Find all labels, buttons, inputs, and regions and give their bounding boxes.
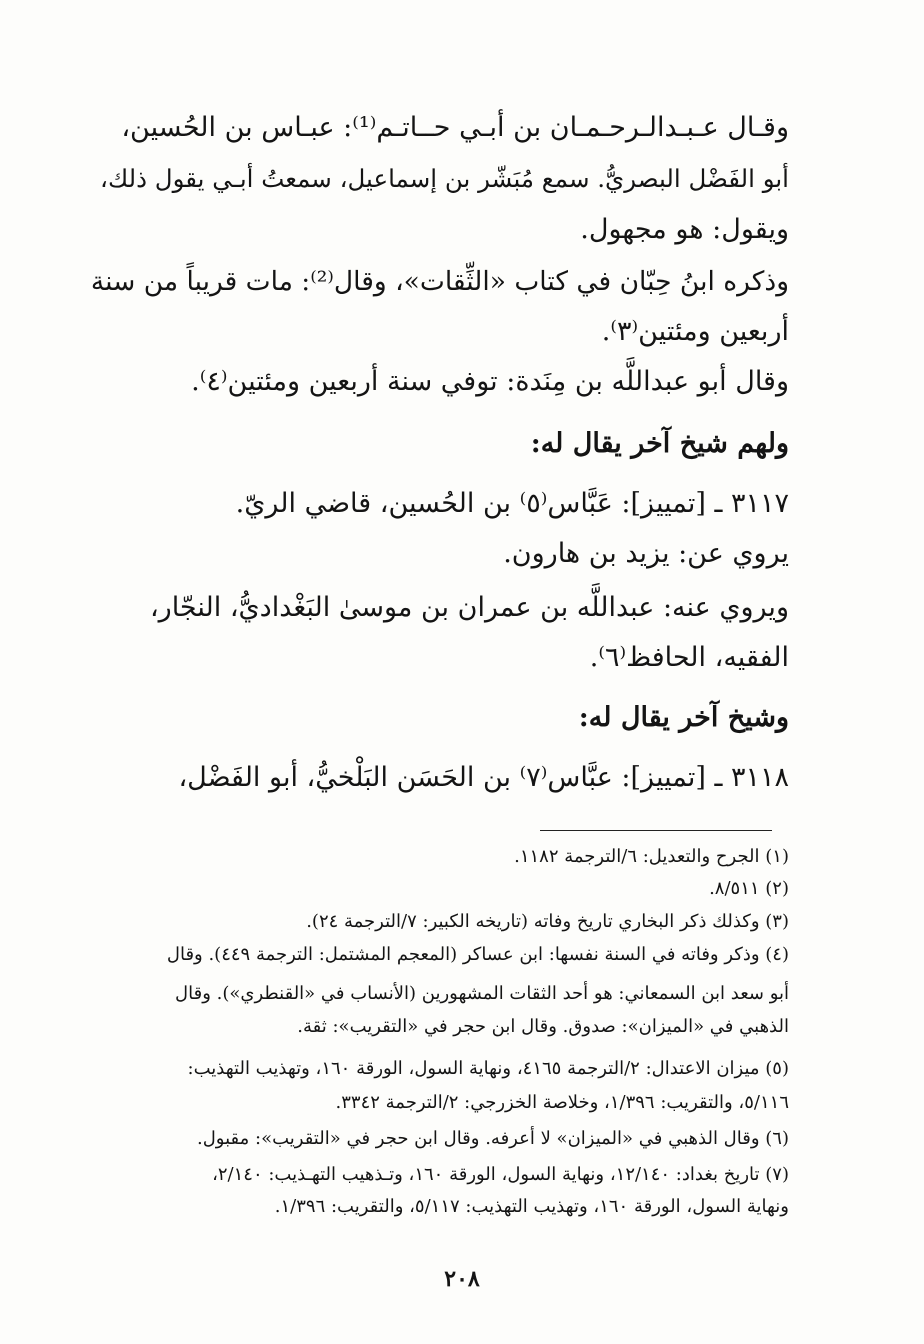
body-line-5: أربعين ومئتين⁽٣⁾. xyxy=(601,316,789,347)
body-line-6: وقال أبو عبداللَّه بن مِنَدة: توفي سنة أربعين ومئتين⁽٤⁾. xyxy=(191,366,789,397)
page-number: ٢٠٨ xyxy=(444,1266,480,1292)
entry-3117-heading: ٣١١٧ ـ [تمييز]: عَبَّاس⁽٥⁾ بن الحُسين، قاضي الريّ. xyxy=(235,488,789,519)
footnote-4-line-3: الذهبي في «الميزان»: صدوق. وقال ابن حجر في «التقريب»: ثقة. xyxy=(297,1016,789,1037)
footnote-4-line-2: أبو سعد ابن السمعاني: هو أحد الثقات المشهورين (الأنساب في «القنطري»). وقال xyxy=(175,983,789,1004)
entry-3118-heading: ٣١١٨ ـ [تمييز]: عبَّاس⁽٧⁾ بن الحَسَن البَلْخيُّ، أبو الفَضْل، xyxy=(178,762,789,793)
body-line-3: ويقول: هو مجهول. xyxy=(580,214,789,245)
footnote-6: (٦) وقال الذهبي في «الميزان» لا أعرفه. وقال ابن حجر في «التقريب»: مقبول. xyxy=(197,1128,789,1149)
footnote-4-line-1: (٤) وذكر وفاته في السنة نفسها: ابن عساكر (المعجم المشتمل: الترجمة ٤٤٩). وقال xyxy=(166,944,789,965)
footnote-5-line-2: ٥/١١٦، والتقريب: ١/٣٩٦، وخلاصة الخزرجي: ٢/الترجمة ٣٣٤٢. xyxy=(335,1092,789,1113)
body-line-4: وذكره ابنُ حِبّان في كتاب «الثِّقات»، وقال⁽²⁾: مات قريباً من سنة xyxy=(90,266,789,297)
footnote-separator xyxy=(540,830,772,831)
body-line-2: أبو الفَضْل البصريُّ. سمع مُبَشّر بن إسماعيل، سمعتُ أبـي يقول ذلك، xyxy=(100,164,789,193)
footnote-7-line-1: (٧) تاريخ بغداد: ١٢/١٤٠، ونهاية السول، الورقة ١٦٠، وتـذهيب التهـذيب: ٢/١٤٠، xyxy=(212,1164,789,1185)
footnote-5-line-1: (٥) ميزان الاعتدال: ٢/الترجمة ٤١٦٥، ونهاية السول، الورقة ١٦٠، وتهذيب التهذيب: xyxy=(187,1058,789,1079)
body-line-11: الفقيه، الحافظ⁽٦⁾. xyxy=(589,642,789,673)
narrates-from-line: يروي عن: يزيد بن هارون. xyxy=(503,538,789,569)
section-heading-1: ولهم شيخ آخر يقال له: xyxy=(530,428,789,459)
footnote-1: (١) الجرح والتعديل: ٦/الترجمة ١١٨٢. xyxy=(514,846,789,867)
footnote-3: (٣) وكذلك ذكر البخاري تاريخ وفاته (تاريخه الكبير: ٧/الترجمة ٢٤). xyxy=(306,911,789,932)
narrated-by-line: ويروي عنه: عبداللَّه بن عمران بن موسىٰ البَغْداديُّ، النجّار، xyxy=(149,592,789,623)
body-line-1: وقـال عـبـدالـرحـمـان بن أبـي حــاتـم⁽¹⁾: عبـاس بن الحُسين، xyxy=(121,112,789,143)
section-heading-2: وشيخ آخر يقال له: xyxy=(578,702,789,733)
footnote-7-line-2: ونهاية السول، الورقة ١٦٠، وتهذيب التهذيب: ٥/١١٧، والتقريب: ١/٣٩٦. xyxy=(274,1196,789,1217)
footnote-2: (٢) ٨/٥١١. xyxy=(709,878,789,899)
